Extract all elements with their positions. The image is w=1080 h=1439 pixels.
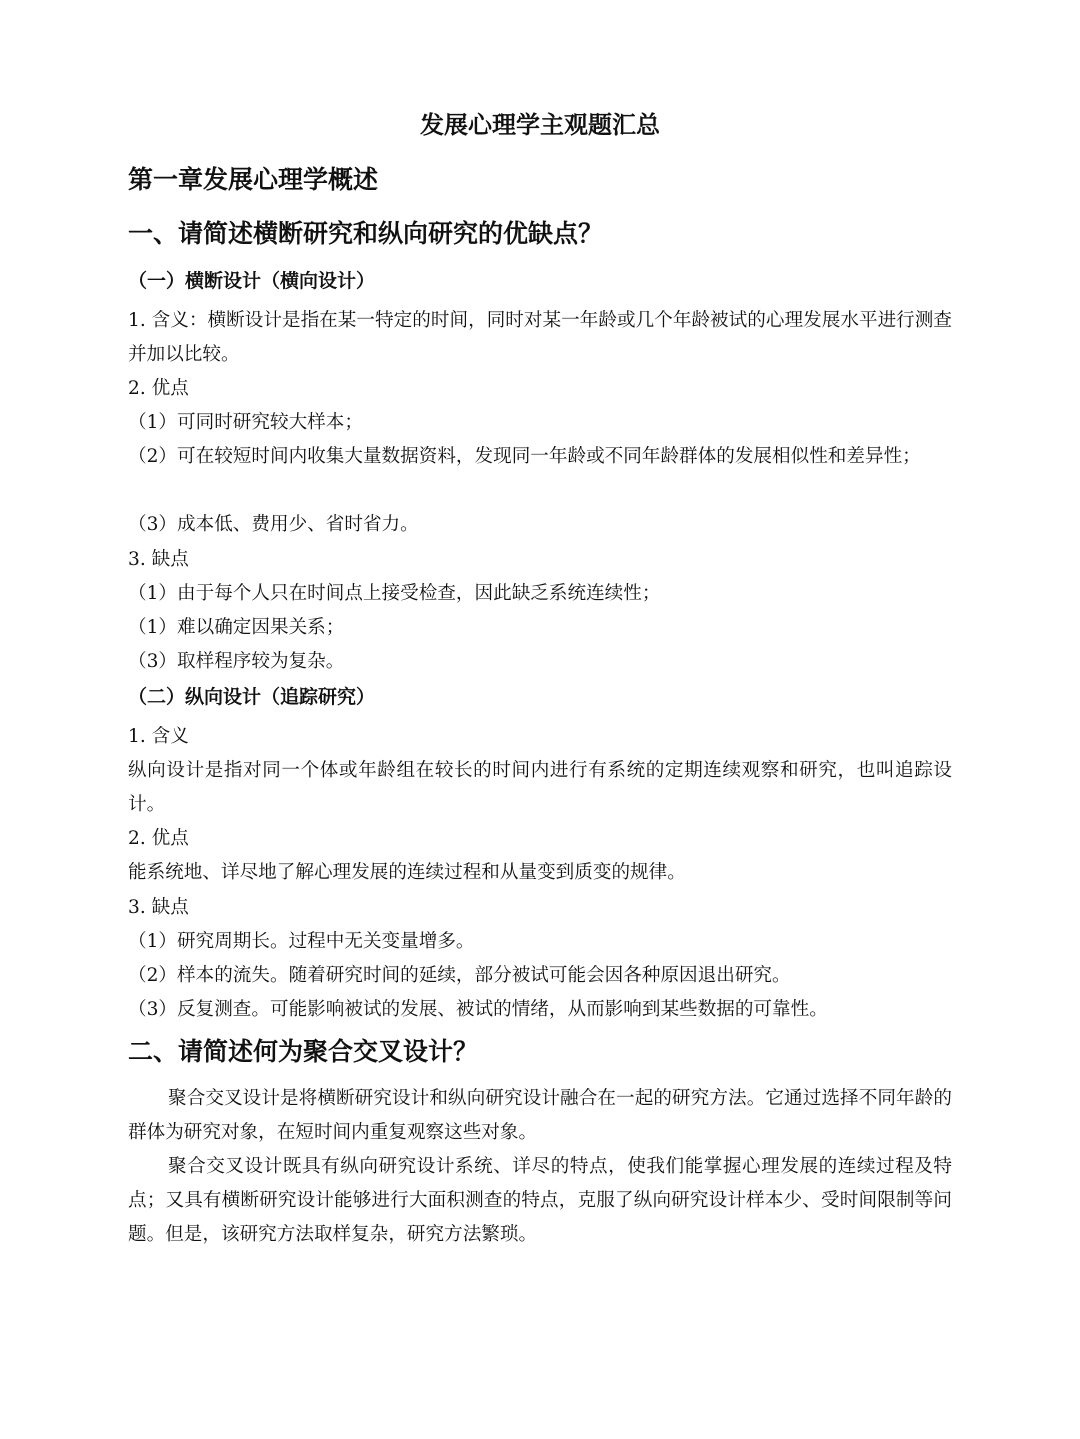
cross-sectional-advantages-label: 2. 优点 <box>128 378 189 399</box>
chapter-heading: 第一章发展心理学概述 <box>128 165 379 194</box>
longitudinal-disadvantages-label: 3. 缺点 <box>128 897 189 918</box>
longitudinal-meaning-label: 1. 含义 <box>128 726 189 747</box>
cross-disadvantage-item: （3）取样程序较为复杂。 <box>128 651 345 672</box>
longitudinal-advantages-label: 2. 优点 <box>128 828 189 849</box>
cross-sectional-heading: （一）横断设计（横向设计） <box>128 270 376 292</box>
q2-paragraph: 聚合交叉设计是将横断研究设计和纵向研究设计融合在一起的研究方法。它通过选择不同年龄的群体为研究对象，在短时间内重复观察这些对象。 <box>128 1088 952 1143</box>
longitudinal-disadvantage-item: （2）样本的流失。随着研究时间的延续，部分被试可能会因各种原因退出研究。 <box>128 965 791 986</box>
longitudinal-disadvantage-item: （3）反复测查。可能影响被试的发展、被试的情绪，从而影响到某些数据的可靠性。 <box>128 999 828 1020</box>
cross-advantage-item: （1）可同时研究较大样本； <box>128 412 363 433</box>
cross-sectional-meaning: 1. 含义：横断设计是指在某一特定的时间，同时对某一年龄或几个年龄被试的心理发展水平进行测查并加以比较。 <box>128 310 952 365</box>
longitudinal-meaning: 纵向设计是指对同一个体或年龄组在较长的时间内进行有系统的定期连续观察和研究，也叫追踪设计。 <box>128 760 952 815</box>
cross-advantage-item: （3）成本低、费用少、省时省力。 <box>128 514 419 535</box>
cross-disadvantage-item: （1）难以确定因果关系； <box>128 617 345 638</box>
cross-advantage-item: （2）可在较短时间内收集大量数据资料，发现同一年龄或不同年龄群体的发展相似性和差异性； <box>128 446 921 467</box>
longitudinal-heading: （二）纵向设计（追踪研究） <box>128 686 376 708</box>
question-1-heading: 一、请简述横断研究和纵向研究的优缺点？ <box>128 219 604 248</box>
cross-sectional-disadvantages-label: 3. 缺点 <box>128 549 189 570</box>
q2-paragraph: 聚合交叉设计既具有纵向研究设计系统、详尽的特点，使我们能掌握心理发展的连续过程及特点；又具有横断研究设计能够进行大面积测查的特点，克服了纵向研究设计样本少、受时间限制等问题。但是，该研究方法取样复杂，研究方法繁琐。 <box>128 1156 952 1245</box>
longitudinal-advantages: 能系统地、详尽地了解心理发展的连续过程和从量变到质变的规律。 <box>128 862 686 883</box>
longitudinal-disadvantage-item: （1）研究周期长。过程中无关变量增多。 <box>128 931 475 952</box>
question-2-heading: 二、请简述何为聚合交叉设计？ <box>128 1037 479 1066</box>
document-title: 发展心理学主观题汇总 <box>420 111 660 139</box>
cross-disadvantage-item: （1）由于每个人只在时间点上接受检查，因此缺乏系统连续性； <box>128 583 661 604</box>
